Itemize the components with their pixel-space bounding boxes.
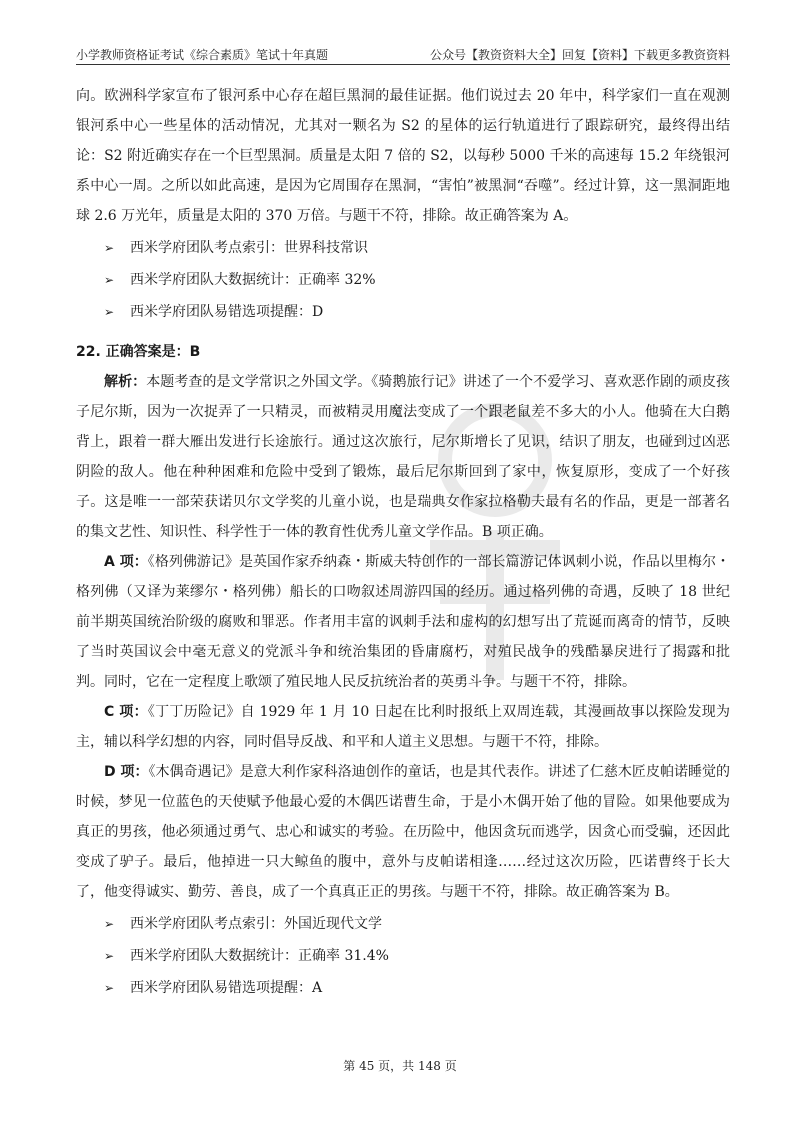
intro-paragraph: 向。欧洲科学家宣布了银河系中心存在超巨黑洞的最佳证据。他们说过去 20 年中，科学家们一直在观测银河系中心一些星体的活动情况，尤其对一颗名为 S2 的星体的运行轨道进行了跟踪研究，最终得出结论：S2 附近确实存在一个巨型黑洞。质量是太阳 7 倍的 S2，以每秒 5000 千米的高速每 15.2 年绕银河系中心一周。之所以如此高速，是因为它周围存在黑洞，“害怕”被黑洞“吞噬”。经过计算，这一黑洞距地球 2.6 万光年，质量是太阳的 370 万倍。与题干不符，排除。故正确答案为 A。 (76, 88, 730, 224)
header-promo: 公众号【教资资料大全】回复【资料】下载更多教资资料 (429, 48, 730, 62)
arrow-bullet-icon: ➢ (104, 917, 115, 931)
arrow-bullet-icon: ➢ (104, 273, 115, 287)
page-content (76, 81, 730, 1005)
bullet-list-q21 (76, 233, 730, 327)
list-item: ➢ 西米学府团队考点索引：外国近现代文学 (76, 909, 730, 939)
header-title: 小学教师资格证考试《综合素质》笔试十年真题 (76, 48, 329, 62)
analysis-paragraph: 解析：本题考查的是文学常识之外国文学。《骑鹅旅行记》讲述了一个不爱学习、喜欢恶作剧的顽皮孩子尼尔斯，因为一次捉弄了一只精灵，而被精灵用魔法变成了一个跟老鼠差不多大的小人。他骑在大白鹅背上，跟着一群大雁出发进行长途旅行。通过这次旅行，尼尔斯增长了见识，结识了朋友，也碰到过凶恶阴险的敌人。他在种种困难和危险中受到了锻炼，最后尼尔斯回到了家中，恢复原形，变成了一个好孩子。这是唯一一部荣获诺贝尔文学奖的儿童小说，也是瑞典女作家拉格勒夫最有名的作品，更是一部著名的集文艺性、知识性、科学性于一体的教育性优秀儿童文学作品。B 项正确。 (76, 374, 731, 540)
page-number: 第 45 页，共 148 页 (343, 1059, 457, 1073)
arrow-bullet-icon: ➢ (104, 305, 115, 319)
option-a-paragraph: A 项：《格列佛游记》是英国作家乔纳森・斯威夫特创作的一部长篇游记体讽刺小说，作品以里梅尔・格列佛（又译为莱缪尔・格列佛）船长的口吻叙述周游四国的经历。通过格列佛的奇遇，反映了 18 世纪前半期英国统治阶级的腐败和罪恶。作者用丰富的讽刺手法和虚构的幻想写出了荒诞而离奇的情节，反映了当时英国议会中毫无意义的党派斗争和统治集团的昏庸腐朽，对殖民战争的残酷暴戾进行了揭露和批判。同时，它在一定程度上歌颂了殖民地人民反抗统治者的英勇斗争。与题干不符，排除。 (76, 554, 730, 690)
list-item: ➢ 西米学府团队大数据统计：正确率 32% (76, 265, 730, 295)
arrow-bullet-icon: ➢ (104, 981, 115, 995)
list-item: ➢ 西米学府团队易错选项提醒：A (76, 973, 730, 1003)
arrow-bullet-icon: ➢ (104, 241, 115, 255)
list-item: ➢ 西米学府团队易错选项提醒：D (76, 297, 730, 327)
list-item: ➢ 西米学府团队考点索引：世界科技常识 (76, 233, 730, 263)
option-d-paragraph: D 项：《木偶奇遇记》是意大利作家科洛迪创作的童话，也是其代表作。讲述了仁慈木匠皮帕诺睡觉的时候，梦见一位蓝色的天使赋予他最心爱的木偶匹诺曹生命，于是小木偶开始了他的冒险。如果他要成为真正的男孩，他必须通过勇气、忠心和诚实的考验。在历险中，他因贪玩而逃学，因贪心而受骗，还因此变成了驴子。最后，他掉进一只大鲸鱼的腹中，意外与皮帕诺相逢……经过这次历险，匹诺曹终于长大了，他变得诚实、勤劳、善良，成了一个真真正正的男孩。与题干不符，排除。故正确答案为 B。 (76, 764, 730, 900)
question-22-title: 22. 正确答案是：B (76, 344, 201, 360)
arrow-bullet-icon: ➢ (104, 949, 115, 963)
option-c-paragraph: C 项：《丁丁历险记》自 1929 年 1 月 10 日起在比利时报纸上双周连载，其漫画故事以探险发现为主，辅以科学幻想的内容，同时倡导反战、和平和人道主义思想。与题干不符，排除。 (76, 704, 730, 750)
page-header (76, 44, 730, 65)
bullet-list-q22 (76, 909, 730, 1003)
list-item: ➢ 西米学府团队大数据统计：正确率 31.4% (76, 941, 730, 971)
